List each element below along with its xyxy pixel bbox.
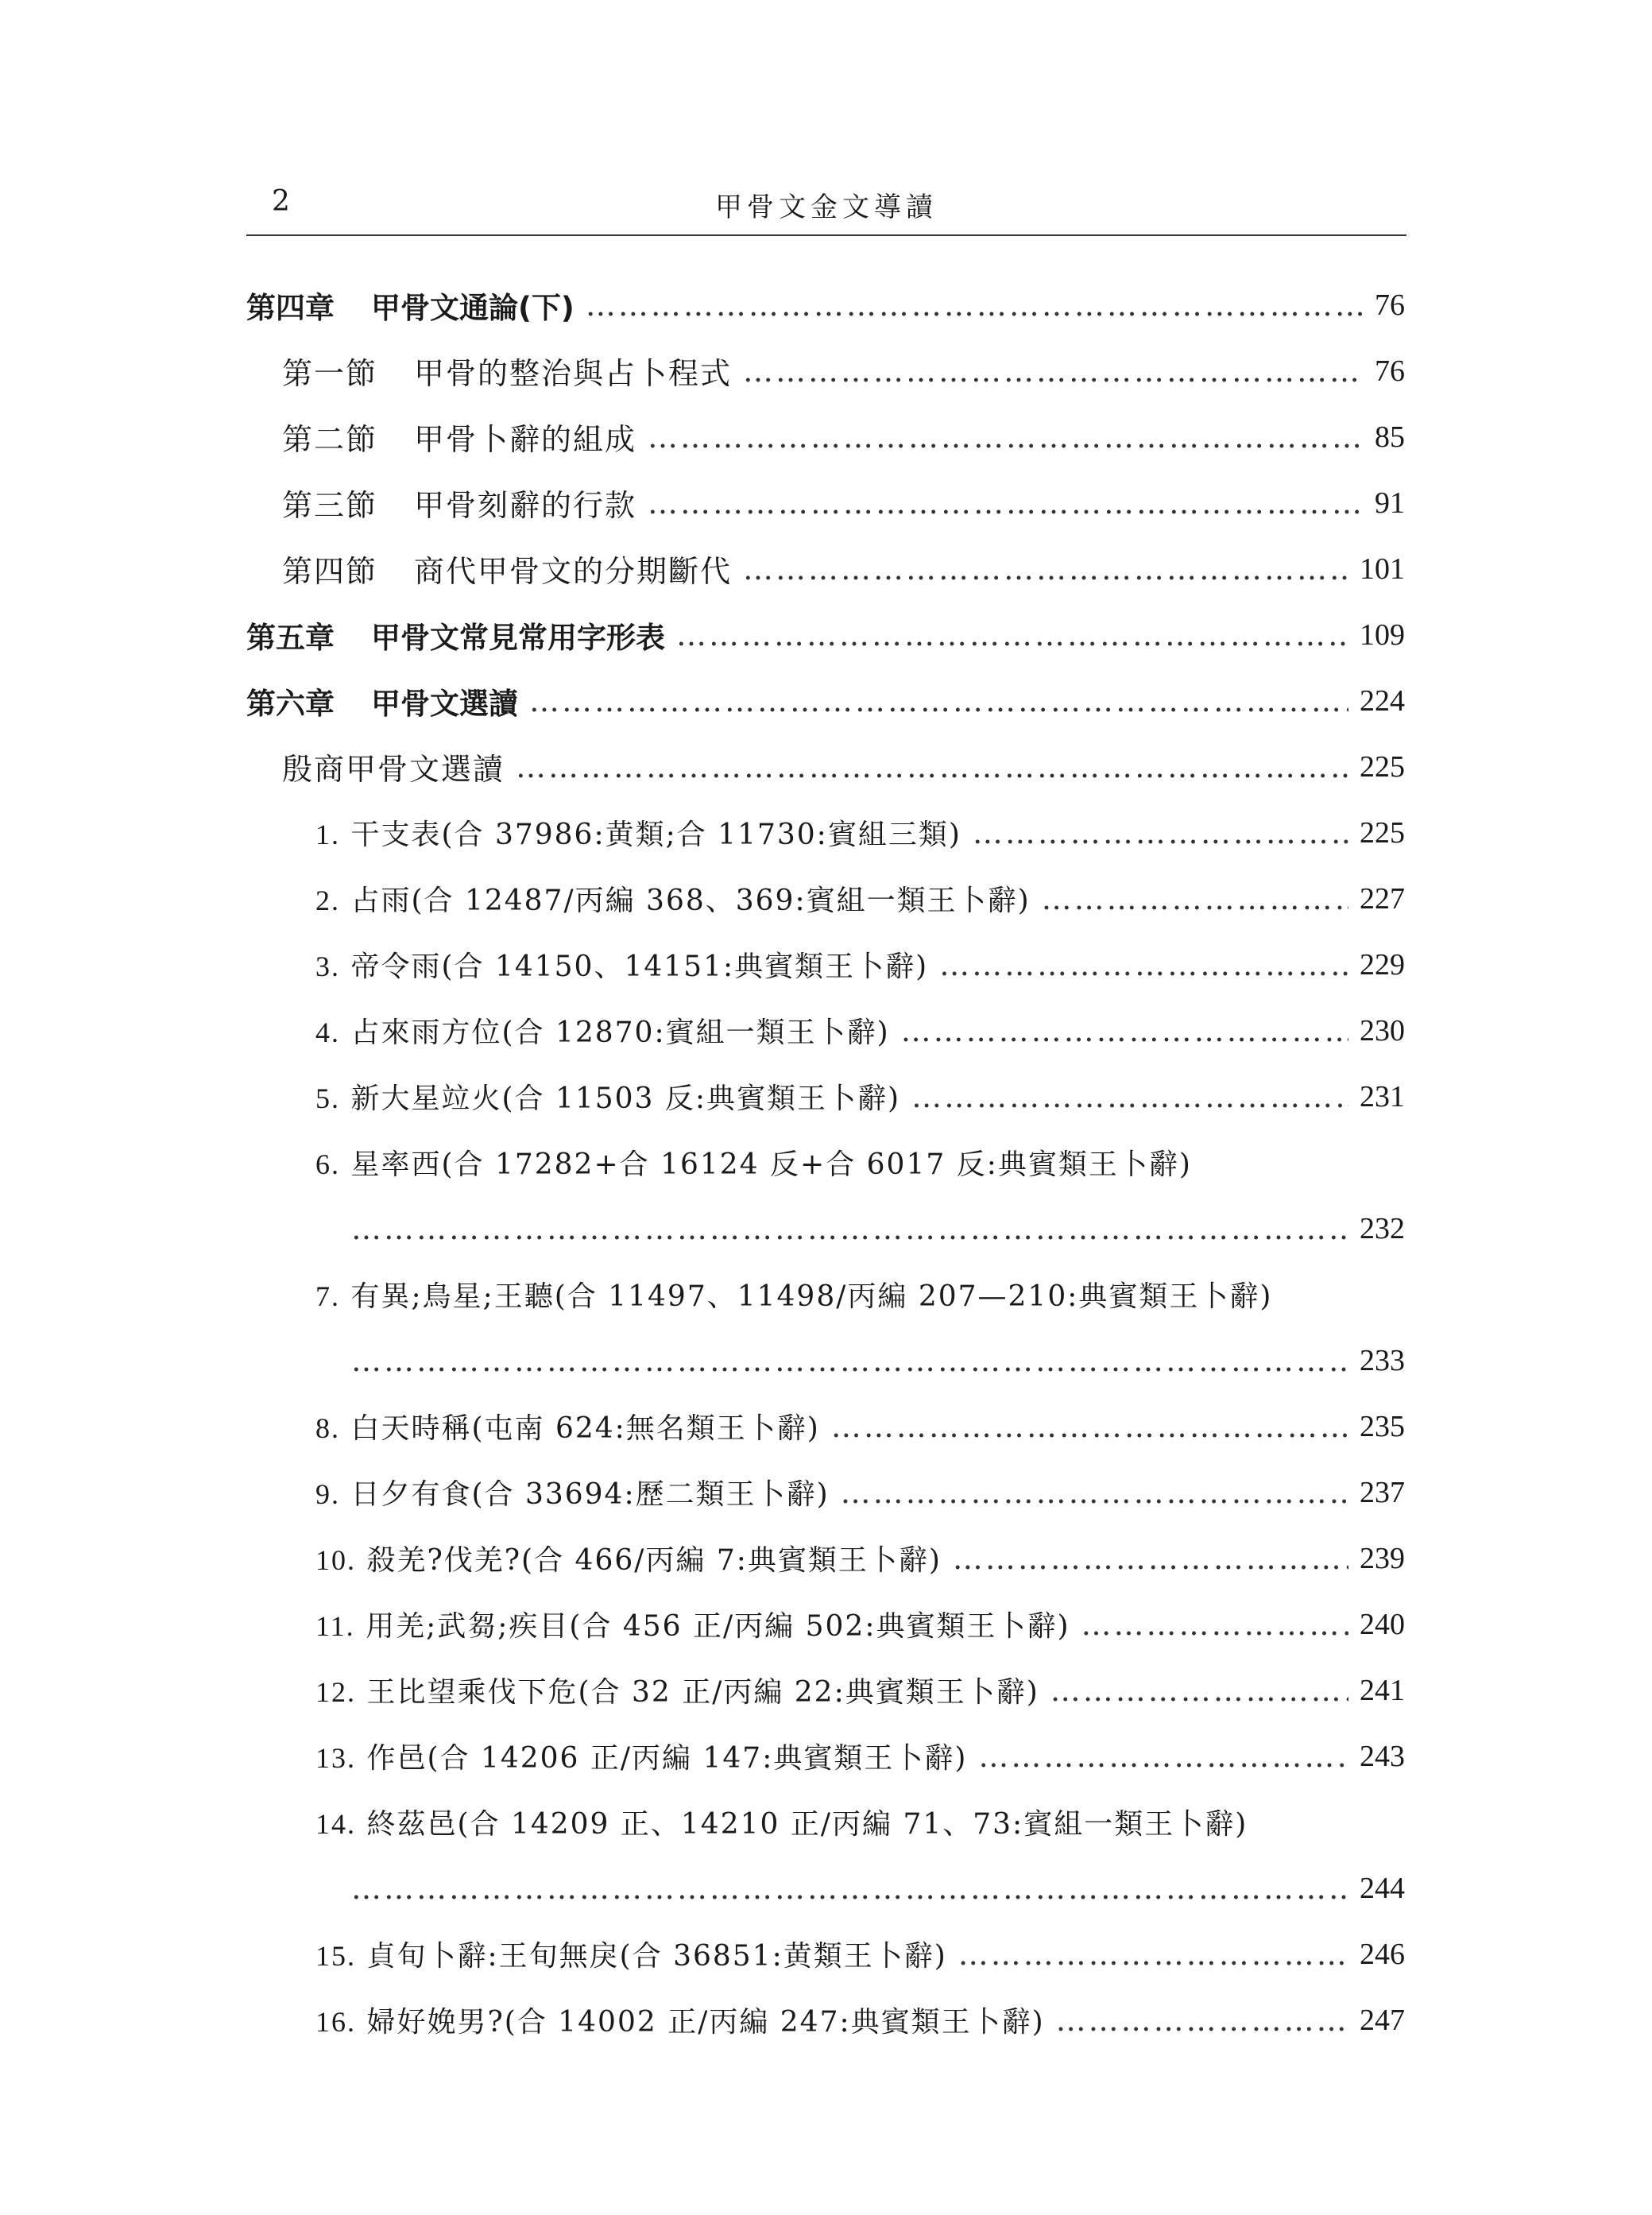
leader-dots [939,947,1348,982]
toc-entry-page: 225 [1360,749,1405,784]
toc-entry-label: 第四章 [246,290,335,325]
page-header [246,179,1406,236]
toc-entry-title: 占雨(合 12487/丙編 368、369:賓組一類王卜辭) [350,885,1031,917]
toc-entry-item-9[interactable] [246,1459,1405,1525]
toc-entry-page: 241 [1360,1673,1405,1707]
toc-entry-chapter-6[interactable] [246,668,1405,734]
toc-entry-page: 233 [1360,1343,1405,1377]
toc-entry-title: 帝令雨(合 14150、14151:典賓類王卜辭) [350,951,929,983]
toc-entry-item-14-continuation[interactable] [246,1855,1405,1921]
toc-entry-title: 終茲邑(合 14209 正、14210 正/丙編 71、73:賓組一類王卜辭) [366,1808,1248,1841]
running-title: 甲骨文金文導讀 [715,192,938,223]
toc-entry-label: 第三節 [282,488,378,523]
toc-entry-chapter-5[interactable] [246,602,1405,668]
toc-entry-title: 商代甲骨文的分期斷代 [414,554,733,589]
toc-entry-label: 12. [315,1676,356,1708]
toc-entry-label: 14. [315,1808,356,1840]
leader-dots [676,618,1348,652]
toc-entry-page: 230 [1360,1013,1405,1047]
toc-entry-item-8[interactable] [246,1393,1405,1459]
toc-entry-page: 229 [1360,947,1405,982]
toc-entry-label: 13. [315,1742,356,1774]
toc-entry-page: 240 [1360,1607,1405,1641]
toc-entry-page: 109 [1360,618,1405,652]
leader-dots [1081,1607,1349,1642]
toc-entry-item-3[interactable] [246,931,1405,997]
leader-dots [841,1475,1348,1510]
leader-dots [958,1937,1348,1972]
toc-entry-label: 第二節 [282,422,378,457]
toc-entry-title: 王比望乘伐下危(合 32 正/丙編 22:典賓類王卜辭) [366,1676,1039,1709]
toc-entry-page: 246 [1360,1937,1405,1971]
toc-entry-title: 甲骨文選讀 [371,686,518,721]
toc-entry-item-13[interactable] [246,1723,1405,1789]
toc-entry-item-4[interactable] [246,997,1405,1063]
toc-entry-page: 235 [1360,1409,1405,1443]
leader-dots [516,749,1348,784]
toc-entry-label: 4. [315,1016,340,1048]
toc-entry-label: 8. [315,1412,340,1444]
toc-entry-item-10[interactable] [246,1525,1405,1591]
toc-entry-title: 貞旬卜辭:王旬無戾(合 36851:黄類王卜辭) [366,1940,947,1973]
toc-entry-item-14[interactable] [246,1789,1405,1855]
toc-entry-item-6-continuation[interactable] [246,1195,1405,1261]
toc-entry-page: 224 [1360,683,1405,718]
toc-entry-label: 10. [315,1544,356,1576]
leader-dots [351,1871,1348,1906]
toc-entry-section-4[interactable] [246,536,1405,602]
toc-entry-label: 第五章 [246,620,335,655]
toc-entry-item-7[interactable] [246,1261,1405,1327]
toc-entry-label: 9. [315,1478,340,1510]
toc-entry-page: 239 [1360,1541,1405,1575]
toc-entry-label: 第一節 [282,356,378,391]
toc-entry-item-11[interactable] [246,1591,1405,1657]
toc-entry-page: 244 [1360,1871,1405,1905]
toc-entry-title: 殺羌?伐羌?(合 466/丙編 7:典賓類王卜辭) [366,1544,942,1577]
toc-entry-title: 婦好娩男?(合 14002 正/丙編 247:典賓類王卜辭) [366,2006,1045,2039]
leader-dots [1042,881,1348,916]
toc-entry-title: 甲骨文通論(下) [371,290,575,325]
toc-entry-item-15[interactable] [246,1921,1405,1987]
toc-entry-label: 1. [315,819,340,850]
leader-dots [351,1211,1348,1246]
toc-entry-label: 6. [315,1148,340,1180]
toc-entry-page: 231 [1360,1079,1405,1113]
toc-entry-item-7-continuation[interactable] [246,1327,1405,1393]
toc-entry-page: 225 [1360,815,1405,850]
toc-entry-label: 3. [315,951,340,982]
leader-dots [1056,2003,1348,2038]
toc-entry-label: 15. [315,1940,356,1972]
toc-entry-page: 85 [1375,420,1405,454]
leader-dots [648,486,1364,521]
leader-dots [351,1343,1348,1378]
toc-entry-item-16[interactable] [246,1987,1405,2053]
toc-entry-section-3[interactable] [246,470,1405,536]
leader-dots [831,1409,1348,1444]
toc-entry-section-1[interactable] [246,338,1405,404]
toc-entry-title: 占來雨方位(合 12870:賓組一類王卜辭) [350,1016,890,1049]
toc-entry-title: 用羌;武芻;疾目(合 456 正/丙編 502:典賓類王卜辭) [366,1610,1070,1643]
toc-entry-item-2[interactable] [246,865,1405,931]
toc-entry-item-6[interactable] [246,1129,1405,1195]
toc-entry-page: 76 [1375,288,1405,322]
toc-entry-title: 甲骨的整治與占卜程式 [414,356,733,391]
toc-entry-title: 殷商甲骨文選讀 [282,752,505,787]
leader-dots [648,420,1364,455]
toc-entry-title: 甲骨卜辭的組成 [414,422,637,457]
leader-dots [529,683,1348,718]
toc-entry-item-12[interactable] [246,1657,1405,1723]
toc-entry-title: 干支表(合 37986:黄類;合 11730:賓組三類) [350,819,961,851]
leader-dots [743,552,1348,587]
toc-entry-title: 日夕有食(合 33694:歷二類王卜辭) [350,1478,830,1511]
header-rule [246,234,1406,236]
toc-entry-title: 白天時稱(屯南 624:無名類王卜辭) [350,1412,820,1445]
toc-entry-readings[interactable] [246,734,1405,800]
leader-dots [973,815,1348,850]
toc-entry-label: 第四節 [282,554,378,589]
page-number: 2 [272,185,290,218]
toc-entry-item-1[interactable] [246,800,1405,865]
toc-entry-page: 247 [1360,2003,1405,2037]
toc-entry-page: 243 [1360,1739,1405,1773]
leader-dots [953,1541,1348,1576]
leader-dots [1050,1673,1348,1708]
toc-entry-page: 237 [1360,1475,1405,1509]
toc-entry-page: 227 [1360,881,1405,916]
toc-entry-label: 第六章 [246,686,335,721]
toc-entry-page: 232 [1360,1211,1405,1245]
toc-entry-title: 新大星竝火(合 11503 反:典賓類王卜辭) [350,1082,901,1115]
toc-entry-label: 5. [315,1082,340,1114]
toc-entry-label: 2. [315,885,340,916]
toc-entry-title: 作邑(合 14206 正/丙編 147:典賓類王卜辭) [366,1742,968,1775]
leader-dots [978,1739,1348,1774]
table-of-contents [246,272,1405,2053]
toc-entry-title: 甲骨刻辭的行款 [414,488,637,523]
toc-entry-label: 7. [315,1280,340,1312]
toc-entry-title: 甲骨文常見常用字形表 [371,620,665,655]
toc-entry-title: 星率西(合 17282+合 16124 反+合 6017 反:典賓類王卜辭) [350,1148,1192,1181]
leader-dots [743,354,1364,389]
leader-dots [586,288,1364,323]
toc-entry-chapter-4[interactable] [246,272,1405,338]
toc-entry-item-5[interactable] [246,1063,1405,1129]
toc-entry-title: 有異;鳥星;王聽(合 11497、11498/丙編 207—210:典賓類王卜辭) [350,1280,1273,1313]
toc-entry-label: 16. [315,2006,356,2038]
toc-entry-page: 91 [1375,486,1405,520]
leader-dots [901,1013,1348,1048]
toc-entry-label: 11. [315,1610,355,1642]
leader-dots [911,1079,1348,1114]
toc-entry-section-2[interactable] [246,404,1405,470]
toc-entry-page: 76 [1375,354,1405,388]
toc-entry-page: 101 [1360,552,1405,586]
